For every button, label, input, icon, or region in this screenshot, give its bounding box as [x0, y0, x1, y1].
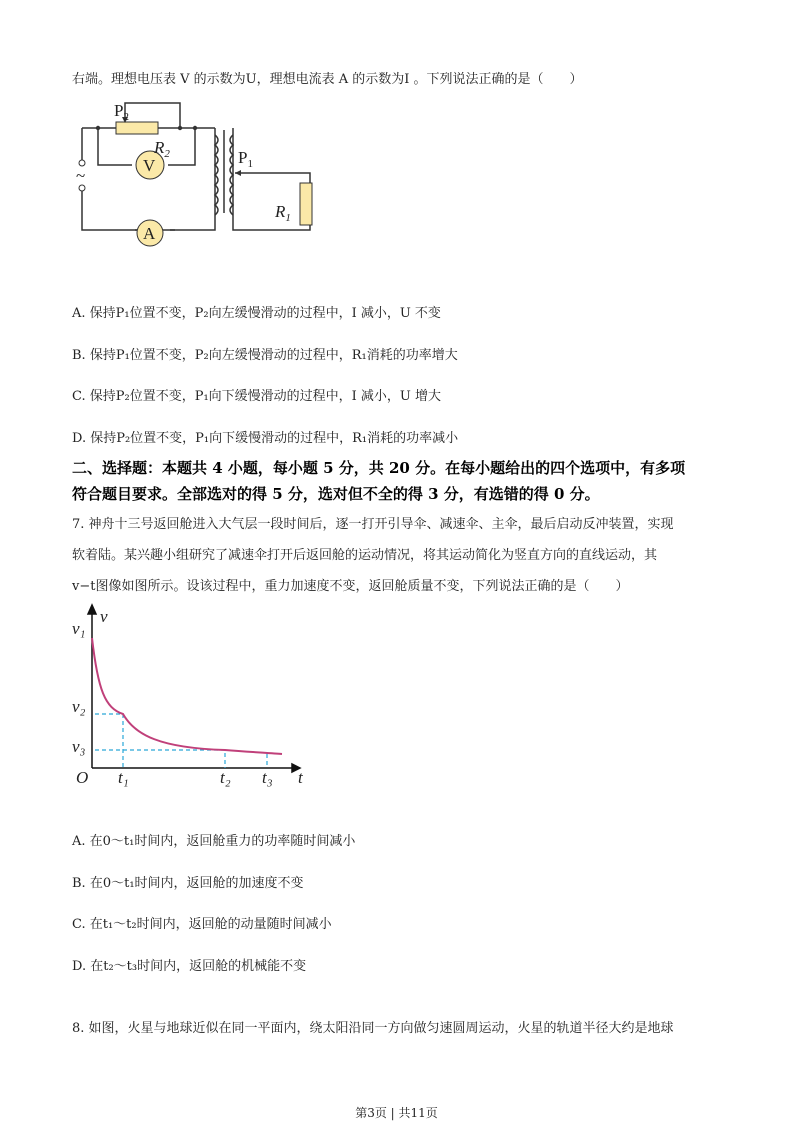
q6-option-d: D. 保持P₂位置不变，P₁向下缓慢滑动的过程中，R₁消耗的功率减小: [72, 431, 459, 446]
q7-option-d: D. 在t₂～t₃时间内，返回舱的机械能不变: [72, 959, 307, 974]
ammeter-label: A: [143, 224, 156, 243]
q6-option-c: C. 保持P₂位置不变，P₁向下缓慢滑动的过程中，I 减小，U 增大: [72, 389, 442, 404]
page-footer: 第3页 | 共11页: [355, 1106, 438, 1120]
velocity-curve: [92, 638, 282, 754]
origin-label: O: [76, 768, 89, 787]
p1-label: $P_1$: [238, 148, 253, 170]
q7-line2: 软着陆。某兴趣小组研究了减速伞打开后返回舱的运动情况，将其运动简化为竖直方向的直线运动，其: [72, 548, 658, 563]
p2-label: $P_2$: [114, 101, 129, 123]
q6-option-b: B. 保持P₁位置不变，P₂向左缓慢滑动的过程中，R₁消耗的功率增大: [72, 348, 458, 363]
circuit-diagram: [70, 95, 330, 255]
t2-label: t₂: [220, 768, 231, 787]
r1-label: $R_1$: [275, 202, 291, 224]
t1-label: t₁: [118, 768, 129, 787]
r2-label: $R_2$: [154, 138, 170, 160]
section-heading-line2: 符合题目要求。全部选对的得 5 分，选对但不全的得 3 分，有选错的得 0 分。: [72, 485, 600, 503]
question-intro: 右端。理想电压表 V 的示数为U，理想电流表 A 的示数为I 。下列说法正确的是（ ）: [72, 72, 583, 87]
q7-option-b: B. 在0～t₁时间内，返回舱的加速度不变: [72, 876, 304, 891]
q7-option-c: C. 在t₁～t₂时间内，返回舱的动量随时间减小: [72, 917, 332, 932]
q8-line1: 8. 如图，火星与地球近似在同一平面内，绕太阳沿同一方向做匀速圆周运动，火星的轨道半径大约是地球: [72, 1021, 674, 1036]
section-heading-line1: 二、选择题：本题共 4 小题，每小题 5 分，共 20 分。在每小题给出的四个选项中，有多项: [72, 459, 686, 477]
q6-option-a: A. 保持P₁位置不变，P₂向左缓慢滑动的过程中，I 减小，U 不变: [72, 306, 441, 321]
ac-source-label: ~: [76, 166, 86, 185]
t-axis-label: t: [298, 768, 303, 787]
q7-option-a: A. 在0～t₁时间内，返回舱重力的功率随时间减小: [72, 834, 356, 849]
q7-line1: 7. 神舟十三号返回舱进入大气层一段时间后，逐一打开引导伞、减速伞、主伞，最后启动反冲装置，实现: [72, 517, 674, 532]
vt-graph: [60, 600, 320, 790]
v1-label: v₁: [72, 619, 86, 638]
v3-label: v₃: [72, 737, 86, 756]
q7-line3: v−t图像如图所示。设该过程中，重力加速度不变，返回舱质量不变，下列说法正确的是（ ）: [72, 579, 629, 594]
v2-label: v₂: [72, 697, 86, 716]
t3-label: t₃: [262, 768, 273, 787]
v-axis-label: v: [100, 607, 108, 626]
voltmeter-label: V: [143, 156, 156, 175]
